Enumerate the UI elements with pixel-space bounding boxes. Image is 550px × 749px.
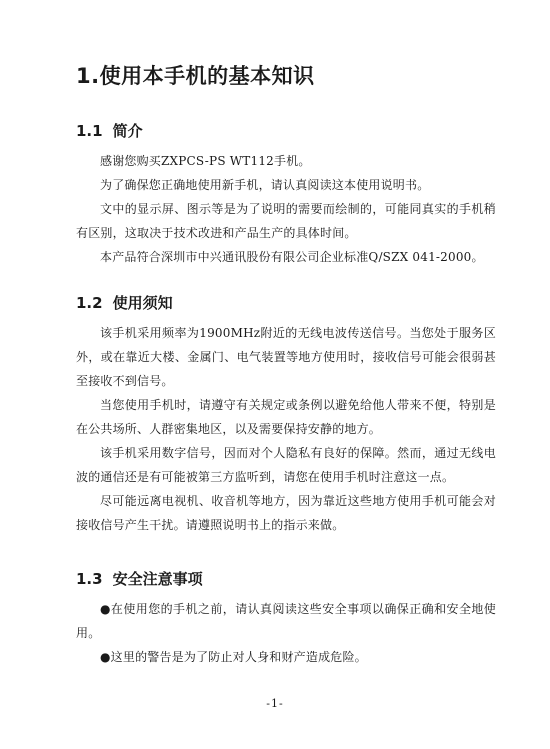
- section-number: 1.2: [76, 294, 103, 312]
- section-title: 简介: [112, 122, 143, 140]
- paragraph: 尽可能远离电视机、收音机等地方，因为靠近这些地方使用手机可能会对接收信号产生干扰。请遵照说明书上的指示来做。: [76, 494, 496, 532]
- section-heading: [76, 292, 496, 313]
- section-safety-precautions: [76, 568, 496, 669]
- paragraph: 感谢您购买ZXPCS-PS WT112手机。: [100, 154, 311, 168]
- section-number: 1.3: [76, 570, 103, 588]
- section-introduction: [76, 120, 496, 269]
- section-title: 使用须知: [112, 294, 173, 312]
- section-title: 安全注意事项: [112, 570, 203, 588]
- paragraph: 为了确保您正确地使用新手机，请认真阅读这本使用说明书。: [100, 178, 430, 192]
- paragraph: 文中的显示屏、图示等是为了说明的需要而绘制的，可能同真实的手机稍有区别，这取决于技术改进和产品生产的具体时间。: [76, 202, 496, 240]
- paragraph: 该手机采用数字信号，因而对个人隐私有良好的保障。然而，通过无线电波的通信还是有可能被第三方监听到，请您在使用手机时注意这一点。: [76, 446, 496, 484]
- paragraph: 该手机采用频率为1900MHz附近的无线电波传送信号。当您处于服务区外，或在靠近大楼、金属门、电气装置等地方使用时，接收信号可能会很弱甚至接收不到信号。: [76, 326, 496, 388]
- chapter-title: 1.使用本手机的基本知识: [76, 64, 315, 88]
- section-heading: [76, 120, 496, 141]
- paragraph: 本产品符合深圳市中兴通讯股份有限公司企业标准Q/SZX 041-2000。: [100, 250, 484, 264]
- section-heading: [76, 568, 496, 589]
- paragraph: 当您使用手机时，请遵守有关规定或条例以避免给他人带来不便，特别是在公共场所、人群密集地区，以及需要保持安静的地方。: [76, 398, 496, 436]
- bullet-paragraph: ●在使用您的手机之前，请认真阅读这些安全事项以确保正确和安全地使用。: [76, 602, 496, 640]
- section-usage-notes: [76, 292, 496, 537]
- page-number: -1-: [266, 697, 284, 710]
- bullet-paragraph: ●这里的警告是为了防止对人身和财产造成危险。: [100, 650, 367, 664]
- section-number: 1.1: [76, 122, 103, 140]
